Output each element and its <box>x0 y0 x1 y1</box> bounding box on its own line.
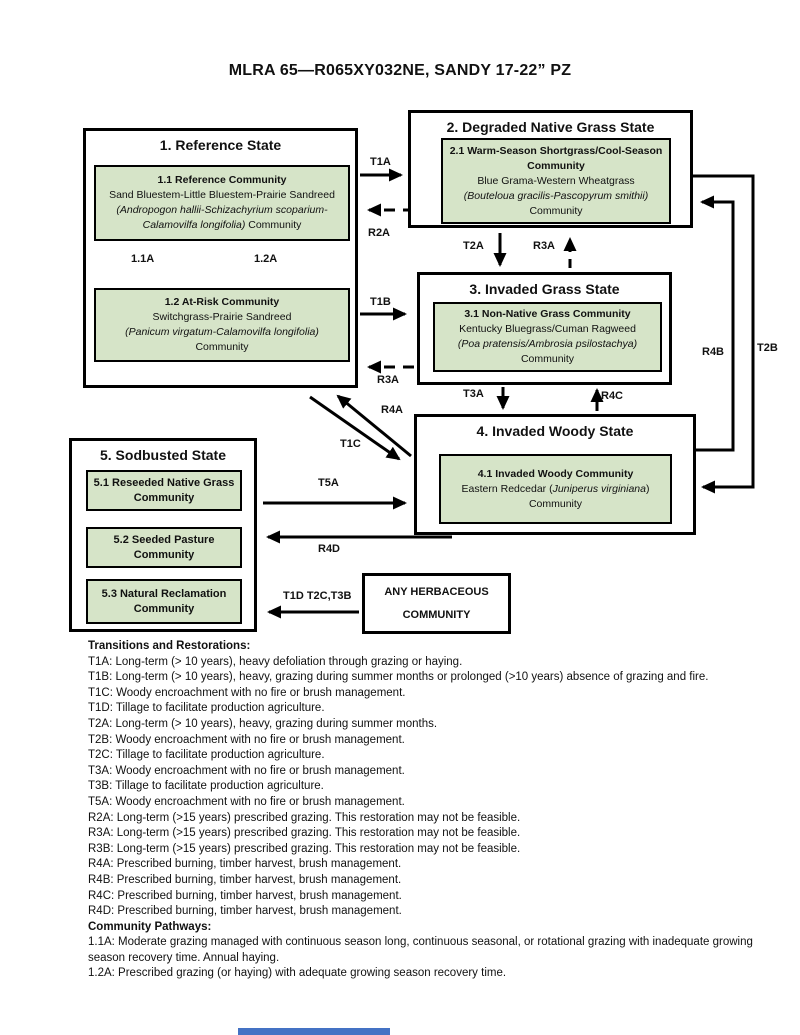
state-5-title: 5. Sodbusted State <box>99 447 227 463</box>
legend-line: R3A: Long-term (>15 years) prescribed grazing. This restoration may not be feasible. <box>88 827 521 840</box>
legend-line: T2A: Long-term (> 10 years), heavy, grazing during summer months. <box>88 717 438 730</box>
community-4-1-title: 4.1 Invaded Woody Community <box>477 467 634 480</box>
state-1-box <box>83 128 358 388</box>
legend-line: T5A: Woody encroachment with no fire or brush management. <box>88 795 405 808</box>
community-5-2-box: 5.2 Seeded Pasture Community <box>86 527 242 568</box>
community-3-1-scientific-name: (Poa pratensis/Ambrosia psilostachya) <box>457 338 638 350</box>
legend-line: R2A: Long-term (>15 years) prescribed grazing. This restoration may not be feasible. <box>88 811 521 824</box>
pathways-header: Community Pathways: <box>88 920 212 933</box>
page-title: MLRA 65—R065XY032NE, SANDY 17-22” PZ <box>228 62 572 79</box>
arrow-label-t1d: T1D T2C,T3B <box>283 590 352 602</box>
arrow-label-r4b: R4B <box>702 346 725 358</box>
community-3-1-box <box>433 302 662 372</box>
state-4-title: 4. Invaded Woody State <box>476 423 634 439</box>
state-3-title: 3. Invaded Grass State <box>469 281 620 297</box>
community-1-2-tail: Community <box>195 341 249 353</box>
community-3-1-title: 3.1 Non-Native Grass Community <box>464 308 631 320</box>
community-2-1-tail: Community <box>529 204 583 217</box>
arrow-label-t1a: T1A <box>370 156 391 168</box>
pathways-list <box>88 935 760 982</box>
footer-bar <box>238 1028 390 1035</box>
arrow-label-t5a: T5A <box>318 477 339 489</box>
legend-line: R4C: Prescribed burning, timber harvest, brush management. <box>88 889 402 902</box>
state-2-title: 2. Degraded Native Grass State <box>446 119 655 135</box>
legend-line: R4D: Prescribed burning, timber harvest, brush management. <box>88 905 402 918</box>
community-2-1-box <box>441 138 671 224</box>
community-5-3-box: 5.3 Natural Reclamation Community <box>86 579 242 624</box>
state-5-box <box>69 438 257 632</box>
legend-line: T1C: Woody encroachment with no fire or brush management. <box>88 686 406 699</box>
arrow-label-r3a-left: R3A <box>377 374 400 386</box>
legend-line: 1.2A: Prescribed grazing (or haying) with adequate growing season recovery time. <box>88 967 507 980</box>
legend-line: T3A: Woody encroachment with no fire or brush management. <box>88 764 405 777</box>
community-1-1-common-name: Sand Bluestem-Little Bluestem-Prairie Sandreed <box>109 189 335 201</box>
legend-line: T2B: Woody encroachment with no fire or brush management. <box>88 733 405 746</box>
arrow-label-r4a: R4A <box>381 404 404 416</box>
legend <box>88 639 760 982</box>
state-4-box <box>414 414 696 535</box>
state-3-box <box>417 272 672 385</box>
state-1-title: 1. Reference State <box>159 137 282 153</box>
arrow-label-t2a: T2A <box>463 240 484 252</box>
transitions-list <box>88 655 760 920</box>
arrow-label-r2a: R2A <box>368 227 391 239</box>
arrow-label-t1c: T1C <box>340 438 361 450</box>
community-1-2-common-name: Switchgrass-Prairie Sandreed <box>152 311 292 323</box>
arrow-label-pathway-11a: 1.1A <box>131 253 155 265</box>
community-2-1-title: 2.1 Warm-Season Shortgrass/Cool-Season Community <box>449 144 663 172</box>
community-3-1-tail: Community <box>520 353 575 365</box>
legend-line: 1.1A: Moderate grazing managed with continuous season long, continuous seasonal, or rotational grazing with inadequate growing season recovery time. Annual haying. <box>88 936 753 964</box>
community-1-1-box <box>94 165 350 241</box>
arrow-label-pathway-12a: 1.2A <box>254 253 278 265</box>
arrow-label-r3a-up: R3A <box>533 240 556 252</box>
community-2-1-scientific-name: (Bouteloua gracilis-Pascopyrum smithii) <box>463 189 649 202</box>
arrow-label-t3a: T3A <box>463 388 484 400</box>
arrow-label-t1b: T1B <box>370 296 391 308</box>
community-4-1-tail: Community <box>528 497 583 510</box>
state-2-box <box>408 110 693 228</box>
community-4-1-common-name: Eastern Redcedar (Juniperus virginiana) <box>461 482 650 495</box>
community-1-2-title: 1.2 At-Risk Community <box>164 296 280 308</box>
arrow-label-r4c: R4C <box>601 390 624 402</box>
legend-line: T1D: Tillage to facilitate production agriculture. <box>88 702 325 715</box>
community-1-1-title: 1.1 Reference Community <box>157 174 287 186</box>
community-2-1-common-name: Blue Grama-Western Wheatgrass <box>477 174 635 187</box>
transitions-header: Transitions and Restorations: <box>88 640 251 652</box>
community-4-1-box <box>439 454 672 524</box>
community-1-2-box <box>94 288 350 362</box>
any-herbaceous-community-box <box>362 573 511 634</box>
legend-line: T1B: Long-term (> 10 years), heavy, grazing during summer months or prolonged (>10 years) absence of grazing and fire. <box>88 671 709 684</box>
herbaceous-line-2: COMMUNITY <box>402 608 471 621</box>
legend-line: R4B: Prescribed burning, timber harvest, brush management. <box>88 873 402 886</box>
community-3-1-common-name: Kentucky Bluegrass/Cuman Ragweed <box>459 323 636 335</box>
herbaceous-line-1: ANY HERBACEOUS <box>384 586 489 599</box>
community-1-2-scientific-name: (Panicum virgatum-Calamovilfa longifolia) <box>125 326 319 338</box>
legend-line: T2C: Tillage to facilitate production agriculture. <box>88 749 325 762</box>
legend-line: T1A: Long-term (> 10 years), heavy defoliation through grazing or haying. <box>88 655 463 668</box>
arrow-r4b <box>696 202 733 450</box>
community-1-1-scientific-name: (Andropogon hallii-Schizachyrium scoparium-Calamovilfa longifolia) Community <box>116 204 328 231</box>
arrow-label-r4d: R4D <box>318 543 341 555</box>
legend-line: R4A: Prescribed burning, timber harvest, brush management. <box>88 858 402 871</box>
legend-line: T3B: Tillage to facilitate production agriculture. <box>88 780 324 793</box>
community-5-1-box: 5.1 Reseeded Native Grass Community <box>86 470 242 511</box>
arrow-label-t2b: T2B <box>757 342 778 354</box>
legend-line: R3B: Long-term (>15 years) prescribed grazing. This restoration may not be feasible. <box>88 842 521 855</box>
arrow-t2b <box>693 176 753 487</box>
